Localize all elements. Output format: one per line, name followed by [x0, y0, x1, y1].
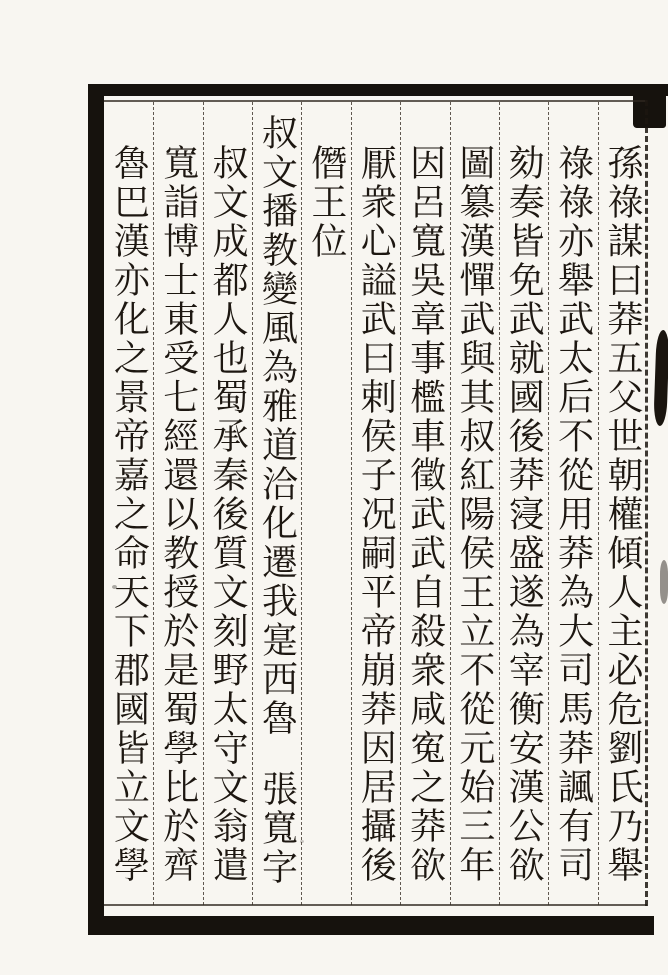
column-8-eulogy-text: 叔文播教變風為雅道洽化遷我寔西魯 [256, 114, 298, 738]
text-column-11: 魯巴漢亦化之景帝嘉之命天下郡國皆立文學 [108, 144, 150, 885]
frame-bottom-bar [88, 916, 654, 935]
text-column-2: 祿祿亦舉武太后不從用莽為大司馬莽諷有司 [548, 102, 597, 905]
text-column-4: 圖簒漢憚武與其叔紅陽侯王立不從元始三年 [450, 102, 499, 905]
text-block [104, 102, 647, 905]
text-column-3: 劾奏皆免武就國後莽寖盛遂為宰衡安漢公欲 [499, 102, 548, 905]
text-column-8 [252, 102, 301, 905]
text-column-10: 寬詣博士東受七經還以教授於是蜀學比於齊 [153, 102, 202, 905]
column-8-gap [276, 738, 277, 770]
text-column-7: 僭王位 [301, 102, 350, 905]
frame-left-bar [88, 84, 104, 935]
frame-top-bar [92, 84, 668, 96]
edge-ink-mark [660, 560, 668, 604]
text-column-1: 孫祿謀曰莽五父世朝權傾人主必危劉氏乃舉 [598, 102, 647, 905]
text-column-6: 厭衆心謚武曰剌侯子况嗣平帝崩莽因居攝後 [351, 102, 400, 905]
edge-ink-mark [653, 330, 668, 426]
text-column-5: 因呂寬吳章事檻車徵武武自殺衆咸寃之莽欲 [400, 102, 449, 905]
text-column-9: 叔文成都人也蜀承秦後質文刻野太守文翁遣 [203, 102, 252, 905]
column-8-biography-start: 張寬字 [256, 770, 298, 887]
